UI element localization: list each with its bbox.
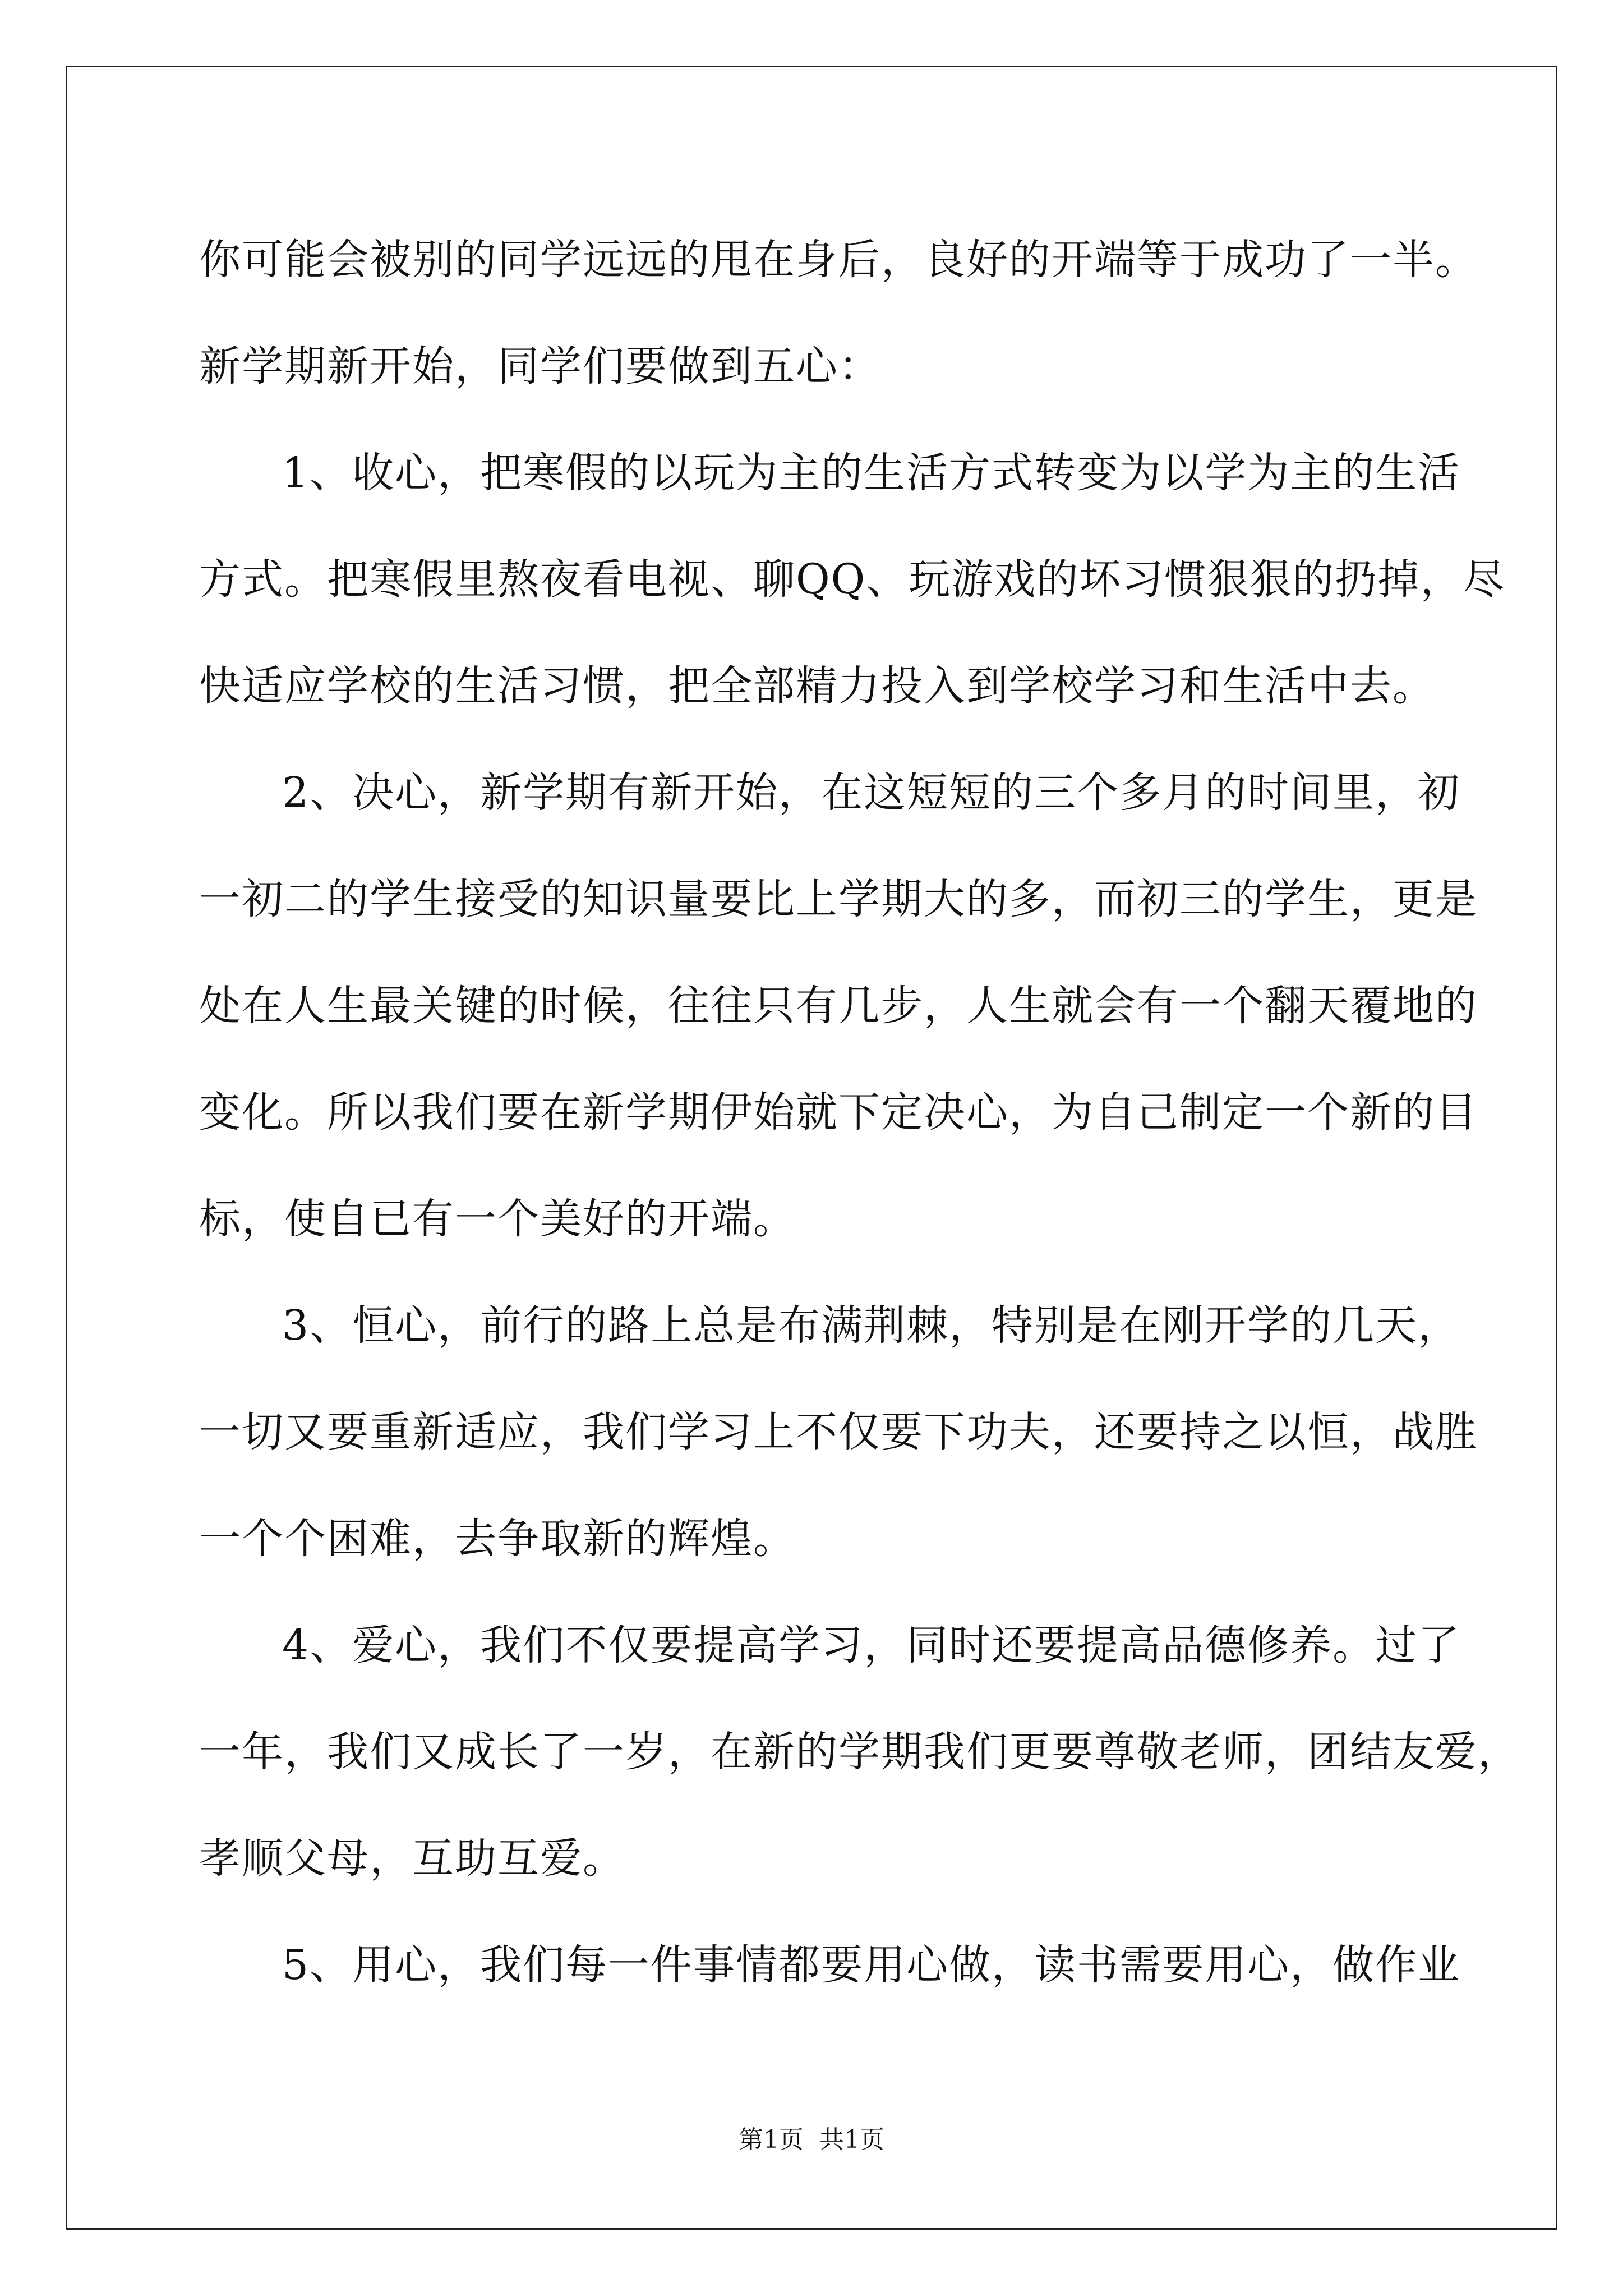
text-line: 2、决心，新学期有新开始，在这短短的三个多月的时间里，初: [282, 769, 1461, 817]
text-line: 快适应学校的生活习惯，把全部精力投入到学校学习和生活中去。: [199, 662, 1435, 710]
text-line: 方式。把寒假里熬夜看电视、聊QQ、玩游戏的坏习惯狠狠的扔掉，尽: [199, 555, 1506, 604]
text-line: 孝顺父母，互助互爱。: [199, 1834, 625, 1883]
text-line: 3、恒心，前行的路上总是布满荆棘，特别是在刚开学的几天，: [282, 1301, 1461, 1350]
text-line: 5、用心，我们每一件事情都要用心做，读书需要用心，做作业: [282, 1941, 1461, 1989]
page-footer: 第1页 共1页: [739, 2125, 884, 2154]
text-line: 处在人生最关键的时候，往往只有几步，人生就会有一个翻天覆地的: [199, 982, 1478, 1030]
text-line: 1、收心，把寒假的以玩为主的生活方式转变为以学为主的生活: [282, 449, 1461, 497]
text-line: 一个个困难，去争取新的辉煌。: [199, 1515, 796, 1563]
text-line: 你可能会被别的同学远远的甩在身后，良好的开端等于成功了一半。: [199, 236, 1478, 284]
text-line: 4、爱心，我们不仅要提高学习，同时还要提高品德修养。过了: [282, 1621, 1461, 1669]
text-line: 新学期新开始，同学们要做到五心：: [199, 342, 881, 390]
text-line: 一切又要重新适应，我们学习上不仅要下功夫，还要持之以恒，战胜: [199, 1408, 1478, 1456]
text-line: 标，使自已有一个美好的开端。: [199, 1195, 796, 1243]
text-line: 变化。所以我们要在新学期伊始就下定决心，为自己制定一个新的目: [199, 1088, 1478, 1137]
document-body: [199, 206, 1520, 2018]
text-line: 一初二的学生接受的知识量要比上学期大的多，而初三的学生，更是: [199, 875, 1478, 923]
text-line: 一年，我们又成长了一岁，在新的学期我们更要尊敬老师，团结友爱，: [199, 1728, 1520, 1776]
